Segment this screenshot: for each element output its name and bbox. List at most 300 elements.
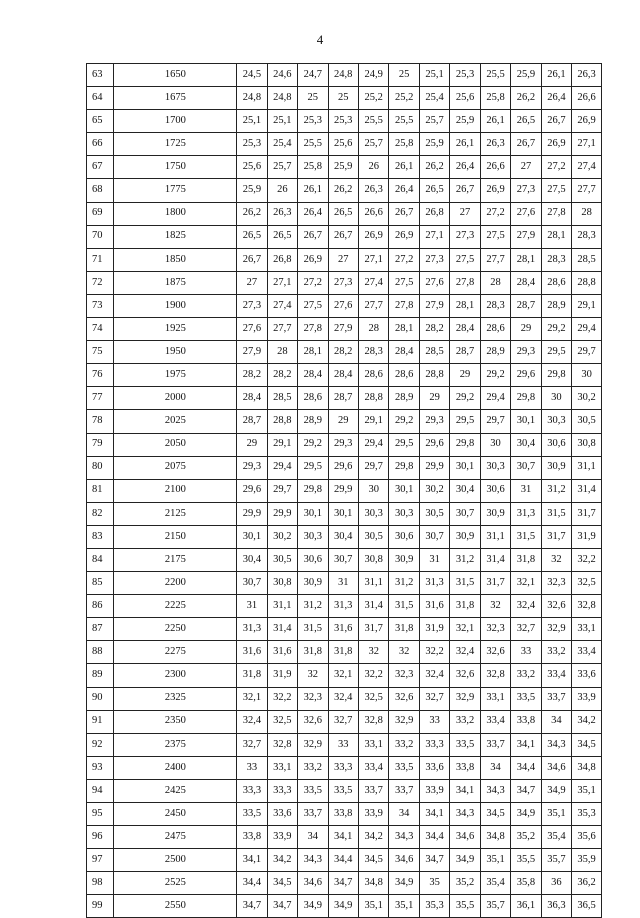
row-number-cell: 98	[87, 872, 114, 895]
data-cell: 29,6	[419, 433, 449, 456]
page-number: 4	[316, 32, 324, 47]
data-cell: 32,1	[328, 664, 358, 687]
row-number-cell: 65	[87, 110, 114, 133]
data-cell: 30,3	[358, 502, 388, 525]
table-row	[87, 156, 602, 179]
data-cell: 31,9	[572, 525, 602, 548]
data-cell: 29,3	[419, 410, 449, 433]
data-cell: 32,8	[267, 733, 297, 756]
data-cell: 34,6	[298, 872, 328, 895]
data-cell: 33,3	[237, 779, 267, 802]
data-cell: 34,2	[267, 849, 297, 872]
data-cell: 24,8	[328, 64, 358, 87]
data-cell: 34,9	[450, 849, 480, 872]
data-cell: 32,7	[237, 733, 267, 756]
data-cell: 31,6	[237, 641, 267, 664]
data-cell: 36,1	[511, 895, 541, 918]
row-value-cell: 2325	[114, 687, 237, 710]
data-cell: 30,6	[298, 548, 328, 571]
data-cell: 33,4	[572, 641, 602, 664]
data-cell: 30,5	[267, 548, 297, 571]
data-cell: 31,7	[541, 525, 571, 548]
data-cell: 26	[267, 179, 297, 202]
table-row	[87, 641, 602, 664]
data-cell: 27,3	[237, 294, 267, 317]
data-cell: 29,6	[511, 364, 541, 387]
data-cell: 26,1	[298, 179, 328, 202]
data-cell: 26,9	[541, 133, 571, 156]
data-cell: 34,6	[389, 849, 419, 872]
data-cell: 27,2	[298, 271, 328, 294]
table-row	[87, 756, 602, 779]
data-cell: 32,4	[419, 664, 449, 687]
data-cell: 30,5	[572, 410, 602, 433]
data-cell: 32,6	[480, 641, 510, 664]
data-cell: 27,6	[511, 202, 541, 225]
data-cell: 30,7	[419, 525, 449, 548]
data-cell: 28,2	[328, 341, 358, 364]
table-row	[87, 341, 602, 364]
data-cell: 30,4	[511, 433, 541, 456]
table-body	[87, 64, 602, 918]
data-cell: 35,3	[419, 895, 449, 918]
data-cell: 26,7	[389, 202, 419, 225]
data-cell: 34,7	[267, 895, 297, 918]
data-cell: 29,9	[267, 502, 297, 525]
data-cell: 34,3	[389, 826, 419, 849]
data-cell: 28,6	[541, 271, 571, 294]
data-cell: 32,5	[358, 687, 388, 710]
data-cell: 29,5	[450, 410, 480, 433]
table-row	[87, 248, 602, 271]
row-number-cell: 74	[87, 318, 114, 341]
data-cell: 34,9	[541, 779, 571, 802]
data-cell: 30	[358, 479, 388, 502]
data-cell: 28,4	[389, 341, 419, 364]
data-cell: 26,4	[389, 179, 419, 202]
data-cell: 28,9	[389, 387, 419, 410]
row-value-cell: 2475	[114, 826, 237, 849]
data-cell: 31,2	[298, 595, 328, 618]
data-cell: 32	[541, 548, 571, 571]
data-cell: 35,2	[450, 872, 480, 895]
data-cell: 26,2	[511, 87, 541, 110]
data-cell: 29,8	[298, 479, 328, 502]
data-cell: 30,7	[328, 548, 358, 571]
data-cell: 27,1	[419, 225, 449, 248]
data-cell: 33,5	[298, 779, 328, 802]
row-number-cell: 76	[87, 364, 114, 387]
data-cell: 32,9	[450, 687, 480, 710]
data-cell: 36,2	[572, 872, 602, 895]
data-cell: 29,8	[511, 387, 541, 410]
data-cell: 33,8	[237, 826, 267, 849]
row-value-cell: 2500	[114, 849, 237, 872]
data-cell: 34,2	[358, 826, 388, 849]
data-cell: 35,5	[511, 849, 541, 872]
data-cell: 31,1	[480, 525, 510, 548]
row-number-cell: 68	[87, 179, 114, 202]
data-cell: 31,8	[237, 664, 267, 687]
data-cell: 28,9	[480, 341, 510, 364]
data-cell: 28,4	[450, 318, 480, 341]
data-cell: 27,6	[328, 294, 358, 317]
data-cell: 27	[328, 248, 358, 271]
data-cell: 35,1	[389, 895, 419, 918]
data-cell: 26,7	[298, 225, 328, 248]
data-cell: 25,6	[237, 156, 267, 179]
data-cell: 26,7	[511, 133, 541, 156]
data-cell: 32	[389, 641, 419, 664]
data-cell: 26,4	[298, 202, 328, 225]
data-cell: 27,1	[572, 133, 602, 156]
data-cell: 27,9	[511, 225, 541, 248]
data-cell: 31,5	[511, 525, 541, 548]
data-cell: 29,4	[267, 456, 297, 479]
data-cell: 27,7	[358, 294, 388, 317]
data-cell: 32	[480, 595, 510, 618]
data-cell: 24,9	[358, 64, 388, 87]
data-cell: 27,8	[541, 202, 571, 225]
data-cell: 33,6	[572, 664, 602, 687]
data-cell: 29,5	[298, 456, 328, 479]
data-cell: 27,7	[480, 248, 510, 271]
table-row	[87, 826, 602, 849]
data-cell: 35,2	[511, 826, 541, 849]
data-cell: 31,5	[298, 618, 328, 641]
data-cell: 30,3	[298, 525, 328, 548]
data-cell: 31,9	[267, 664, 297, 687]
data-cell: 32,4	[237, 710, 267, 733]
row-number-cell: 83	[87, 525, 114, 548]
data-cell: 25,8	[298, 156, 328, 179]
data-cell: 26,3	[267, 202, 297, 225]
data-cell: 31,2	[541, 479, 571, 502]
data-cell: 25,7	[419, 110, 449, 133]
row-value-cell: 1925	[114, 318, 237, 341]
table-row	[87, 618, 602, 641]
data-cell: 33,4	[480, 710, 510, 733]
data-cell: 31,3	[237, 618, 267, 641]
data-cell: 28	[358, 318, 388, 341]
data-cell: 25,2	[358, 87, 388, 110]
data-cell: 34	[389, 803, 419, 826]
row-value-cell: 2375	[114, 733, 237, 756]
data-cell: 26,7	[237, 248, 267, 271]
data-cell: 35,3	[572, 803, 602, 826]
data-cell: 35,7	[541, 849, 571, 872]
data-cell: 25,5	[298, 133, 328, 156]
data-cell: 28,4	[511, 271, 541, 294]
data-cell: 30,1	[298, 502, 328, 525]
row-number-cell: 73	[87, 294, 114, 317]
data-cell: 30,7	[237, 572, 267, 595]
data-cell: 29	[450, 364, 480, 387]
data-cell: 29,7	[358, 456, 388, 479]
data-cell: 30,1	[237, 525, 267, 548]
table-row	[87, 318, 602, 341]
data-cell: 33,7	[389, 779, 419, 802]
data-cell: 27,9	[328, 318, 358, 341]
data-cell: 27,2	[389, 248, 419, 271]
row-value-cell: 1875	[114, 271, 237, 294]
data-cell: 25,3	[450, 64, 480, 87]
data-cell: 26,1	[480, 110, 510, 133]
table-row	[87, 733, 602, 756]
row-value-cell: 2075	[114, 456, 237, 479]
data-cell: 34,7	[511, 779, 541, 802]
data-cell: 32,2	[358, 664, 388, 687]
data-cell: 33,5	[328, 779, 358, 802]
data-cell: 27,8	[450, 271, 480, 294]
data-cell: 34	[298, 826, 328, 849]
data-cell: 35	[419, 872, 449, 895]
data-cell: 27,1	[358, 248, 388, 271]
data-cell: 26,6	[480, 156, 510, 179]
data-cell: 32,6	[541, 595, 571, 618]
data-cell: 32,1	[450, 618, 480, 641]
data-cell: 29,6	[328, 456, 358, 479]
row-value-cell: 2250	[114, 618, 237, 641]
data-cell: 26,2	[237, 202, 267, 225]
data-cell: 30,9	[480, 502, 510, 525]
data-cell: 28,8	[358, 387, 388, 410]
data-cell: 36	[541, 872, 571, 895]
data-cell: 29,9	[237, 502, 267, 525]
data-cell: 27	[237, 271, 267, 294]
table-row	[87, 225, 602, 248]
data-cell: 27,4	[267, 294, 297, 317]
data-cell: 34,8	[480, 826, 510, 849]
data-cell: 29,5	[389, 433, 419, 456]
data-cell: 26,1	[541, 64, 571, 87]
data-cell: 35,7	[480, 895, 510, 918]
row-number-cell: 86	[87, 595, 114, 618]
data-cell: 29,9	[419, 456, 449, 479]
data-cell: 33,7	[541, 687, 571, 710]
table-row	[87, 110, 602, 133]
data-cell: 28,7	[511, 294, 541, 317]
row-number-cell: 93	[87, 756, 114, 779]
data-cell: 26,7	[328, 225, 358, 248]
data-cell: 24,8	[267, 87, 297, 110]
data-cell: 35,4	[480, 872, 510, 895]
data-cell: 35,4	[541, 826, 571, 849]
row-number-cell: 84	[87, 548, 114, 571]
row-number-cell: 81	[87, 479, 114, 502]
data-cell: 32,4	[328, 687, 358, 710]
data-cell: 25,5	[389, 110, 419, 133]
row-value-cell: 1850	[114, 248, 237, 271]
data-cell: 28,1	[541, 225, 571, 248]
row-value-cell: 2400	[114, 756, 237, 779]
data-cell: 25,9	[237, 179, 267, 202]
data-cell: 25,3	[298, 110, 328, 133]
data-cell: 29	[419, 387, 449, 410]
data-cell: 29,2	[389, 410, 419, 433]
data-cell: 28,3	[541, 248, 571, 271]
data-cell: 33	[328, 733, 358, 756]
data-cell: 36,3	[541, 895, 571, 918]
table-row	[87, 548, 602, 571]
data-cell: 29,1	[358, 410, 388, 433]
data-cell: 30,1	[328, 502, 358, 525]
data-cell: 34,4	[237, 872, 267, 895]
data-cell: 27,7	[267, 318, 297, 341]
data-cell: 34,9	[328, 895, 358, 918]
data-cell: 26,2	[328, 179, 358, 202]
data-cell: 32,7	[419, 687, 449, 710]
row-number-cell: 92	[87, 733, 114, 756]
data-cell: 26,8	[419, 202, 449, 225]
data-cell: 29,7	[572, 341, 602, 364]
data-cell: 34	[480, 756, 510, 779]
data-cell: 30,6	[480, 479, 510, 502]
data-cell: 26,5	[328, 202, 358, 225]
data-cell: 27,5	[389, 271, 419, 294]
table-row	[87, 271, 602, 294]
data-cell: 29,4	[358, 433, 388, 456]
data-cell: 35,1	[541, 803, 571, 826]
data-cell: 34,5	[480, 803, 510, 826]
data-cell: 30,4	[450, 479, 480, 502]
data-cell: 32,5	[267, 710, 297, 733]
data-cell: 29,3	[328, 433, 358, 456]
row-number-cell: 66	[87, 133, 114, 156]
table-row	[87, 895, 602, 918]
table-row	[87, 387, 602, 410]
data-cell: 28,3	[572, 225, 602, 248]
data-cell: 28,1	[298, 341, 328, 364]
data-cell: 26,9	[480, 179, 510, 202]
data-cell: 26,9	[298, 248, 328, 271]
data-cell: 34,4	[511, 756, 541, 779]
table-row	[87, 779, 602, 802]
data-cell: 33,8	[328, 803, 358, 826]
row-number-cell: 64	[87, 87, 114, 110]
data-cell: 34,5	[358, 849, 388, 872]
data-cell: 32,1	[237, 687, 267, 710]
data-cell: 31,9	[419, 618, 449, 641]
data-cell: 27,2	[541, 156, 571, 179]
data-cell: 29,5	[541, 341, 571, 364]
row-value-cell: 2000	[114, 387, 237, 410]
data-cell: 26,5	[237, 225, 267, 248]
data-cell: 34,2	[572, 710, 602, 733]
data-cell: 26,5	[511, 110, 541, 133]
data-cell: 34,7	[419, 849, 449, 872]
data-cell: 34,6	[541, 756, 571, 779]
data-cell: 33,7	[480, 733, 510, 756]
data-cell: 25,4	[419, 87, 449, 110]
data-cell: 31,1	[358, 572, 388, 595]
data-cell: 32,3	[298, 687, 328, 710]
data-cell: 31,5	[541, 502, 571, 525]
data-cell: 25,1	[419, 64, 449, 87]
data-cell: 30,8	[572, 433, 602, 456]
data-cell: 36,5	[572, 895, 602, 918]
data-cell: 34,3	[480, 779, 510, 802]
data-cell: 27	[511, 156, 541, 179]
data-cell: 34,5	[267, 872, 297, 895]
row-number-cell: 82	[87, 502, 114, 525]
data-cell: 31,4	[267, 618, 297, 641]
row-value-cell: 2425	[114, 779, 237, 802]
data-cell: 27,5	[298, 294, 328, 317]
data-cell: 34,6	[450, 826, 480, 849]
data-cell: 28,5	[572, 248, 602, 271]
data-cell: 29,8	[450, 433, 480, 456]
table-row	[87, 849, 602, 872]
row-value-cell: 1650	[114, 64, 237, 87]
data-cell: 32,6	[298, 710, 328, 733]
data-cell: 33,9	[572, 687, 602, 710]
row-value-cell: 2525	[114, 872, 237, 895]
data-cell: 28,6	[480, 318, 510, 341]
row-number-cell: 77	[87, 387, 114, 410]
row-value-cell: 2300	[114, 664, 237, 687]
data-cell: 24,7	[298, 64, 328, 87]
data-cell: 33,3	[419, 733, 449, 756]
data-cell: 34,1	[450, 779, 480, 802]
data-cell: 27,4	[572, 156, 602, 179]
data-cell: 34,7	[328, 872, 358, 895]
table-row	[87, 525, 602, 548]
data-cell: 32,7	[328, 710, 358, 733]
row-number-cell: 96	[87, 826, 114, 849]
data-cell: 30,1	[450, 456, 480, 479]
row-value-cell: 2050	[114, 433, 237, 456]
data-cell: 32,6	[450, 664, 480, 687]
data-cell: 33,5	[450, 733, 480, 756]
data-cell: 27,6	[419, 271, 449, 294]
data-cell: 30,5	[419, 502, 449, 525]
data-cell: 30	[480, 433, 510, 456]
data-cell: 26,9	[572, 110, 602, 133]
data-cell: 29,6	[237, 479, 267, 502]
row-number-cell: 70	[87, 225, 114, 248]
table-row	[87, 87, 602, 110]
data-cell: 27,3	[511, 179, 541, 202]
data-cell: 29,1	[572, 294, 602, 317]
data-cell: 29,2	[541, 318, 571, 341]
data-cell: 31,6	[267, 641, 297, 664]
row-number-cell: 85	[87, 572, 114, 595]
table-row	[87, 433, 602, 456]
row-number-cell: 91	[87, 710, 114, 733]
row-number-cell: 90	[87, 687, 114, 710]
data-cell: 28,7	[328, 387, 358, 410]
data-cell: 33,2	[298, 756, 328, 779]
data-cell: 31,5	[389, 595, 419, 618]
data-cell: 31,8	[298, 641, 328, 664]
row-value-cell: 2100	[114, 479, 237, 502]
data-cell: 28,5	[419, 341, 449, 364]
row-number-cell: 97	[87, 849, 114, 872]
data-cell: 28,4	[328, 364, 358, 387]
data-cell: 25,5	[480, 64, 510, 87]
data-cell: 30,8	[358, 548, 388, 571]
data-cell: 26,2	[419, 156, 449, 179]
data-cell: 33,1	[480, 687, 510, 710]
data-cell: 34,9	[389, 872, 419, 895]
data-cell: 31,2	[389, 572, 419, 595]
data-cell: 35,9	[572, 849, 602, 872]
data-cell: 34,8	[572, 756, 602, 779]
data-cell: 25,7	[358, 133, 388, 156]
row-value-cell: 2450	[114, 803, 237, 826]
data-cell: 33,4	[541, 664, 571, 687]
